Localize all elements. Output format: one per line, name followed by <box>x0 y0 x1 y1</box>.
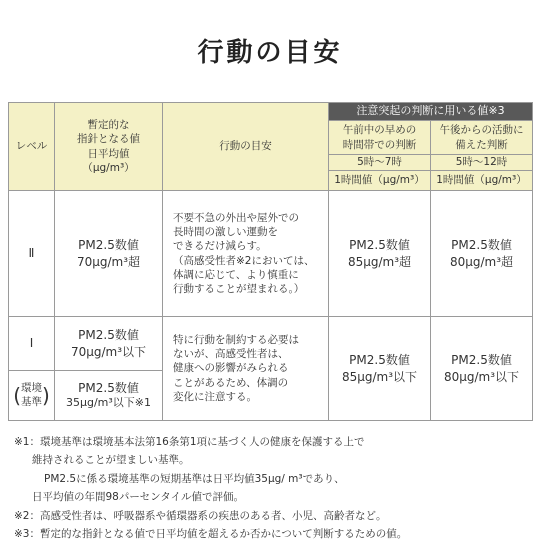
level-1-afternoon-value: PM2.5数値 80μg/m³以下 <box>431 317 533 421</box>
level-2-value: PM2.5数値 70μg/m³超 <box>55 191 163 317</box>
level-1-morning-value: PM2.5数値 85μg/m³以下 <box>329 317 431 421</box>
header-afternoon-hours: 5時～12時 <box>431 155 533 171</box>
env-standard-tag: (環境 基準) <box>9 371 55 421</box>
table-row-level-2 <box>9 191 533 317</box>
page-title: 行動の目安 <box>197 38 343 68</box>
header-morning: 午前中の早めの 時間帯での判断 <box>329 121 431 155</box>
level-2-afternoon-value: PM2.5数値 80μg/m³超 <box>431 191 533 317</box>
footnote-1-cont2: PM2.5に係る環境基準の短期基準は日平均値35μg/ m³であり、 <box>44 472 345 485</box>
level-1-label: Ⅰ <box>9 317 55 371</box>
header-alert-group: 注意突起の判断に用いる値※3 <box>329 103 533 121</box>
footnote-3: ※3：暫定的な指針となる値で日平均値を超えるか否かについて判断するための値。 <box>14 527 408 540</box>
footnote-1-cont: 維持されることが望ましい基準。 <box>32 454 190 467</box>
header-afternoon: 午後からの活動に 備えた判断 <box>431 121 533 155</box>
level-1-advice: 特に行動を制約する必要は ないが、高感受性者は、 健康への影響がみられる ことがあるため、体調の 変化に注意する。 <box>163 317 329 421</box>
level-1-value: PM2.5数値 70μg/m³以下 <box>55 317 163 371</box>
footnotes <box>14 433 534 543</box>
footnote-2: ※2：高感受性者は、呼吸器系や循環器系の疾患のある者、小児、高齢者など。 <box>14 509 387 522</box>
level-2-morning-value: PM2.5数値 85μg/m³超 <box>329 191 431 317</box>
footnote-1-cont3: 日平均値の年間98パーセンタイル値で評価。 <box>32 491 245 504</box>
footnote-1: ※1：環境基準は環境基本法第16条第1項に基づく人の健康を保護する上で <box>14 436 365 448</box>
header-provisional-value: 暫定的な 指針となる値 日平均値 （μg/m³） <box>55 103 163 191</box>
header-hourly-unit-afternoon: 1時間値（μg/m³） <box>431 171 533 191</box>
guideline-table <box>8 102 533 421</box>
header-morning-hours: 5時～7時 <box>329 155 431 171</box>
table-row-level-1 <box>9 317 533 371</box>
level-2-label: Ⅱ <box>9 191 55 317</box>
level-2-advice: 不要不急の外出や屋外での 長時間の激しい運動を できるだけ減らす。 （高感受性者※2においては、 体調に応じて、より慎重に 行動することが望まれる。） <box>163 191 329 317</box>
header-level: レベル <box>9 103 55 191</box>
header-action: 行動の目安 <box>163 103 329 191</box>
header-hourly-unit-morning: 1時間値（μg/m³） <box>329 171 431 191</box>
env-standard-value: PM2.5数値 35μg/m³以下※1 <box>55 371 163 421</box>
